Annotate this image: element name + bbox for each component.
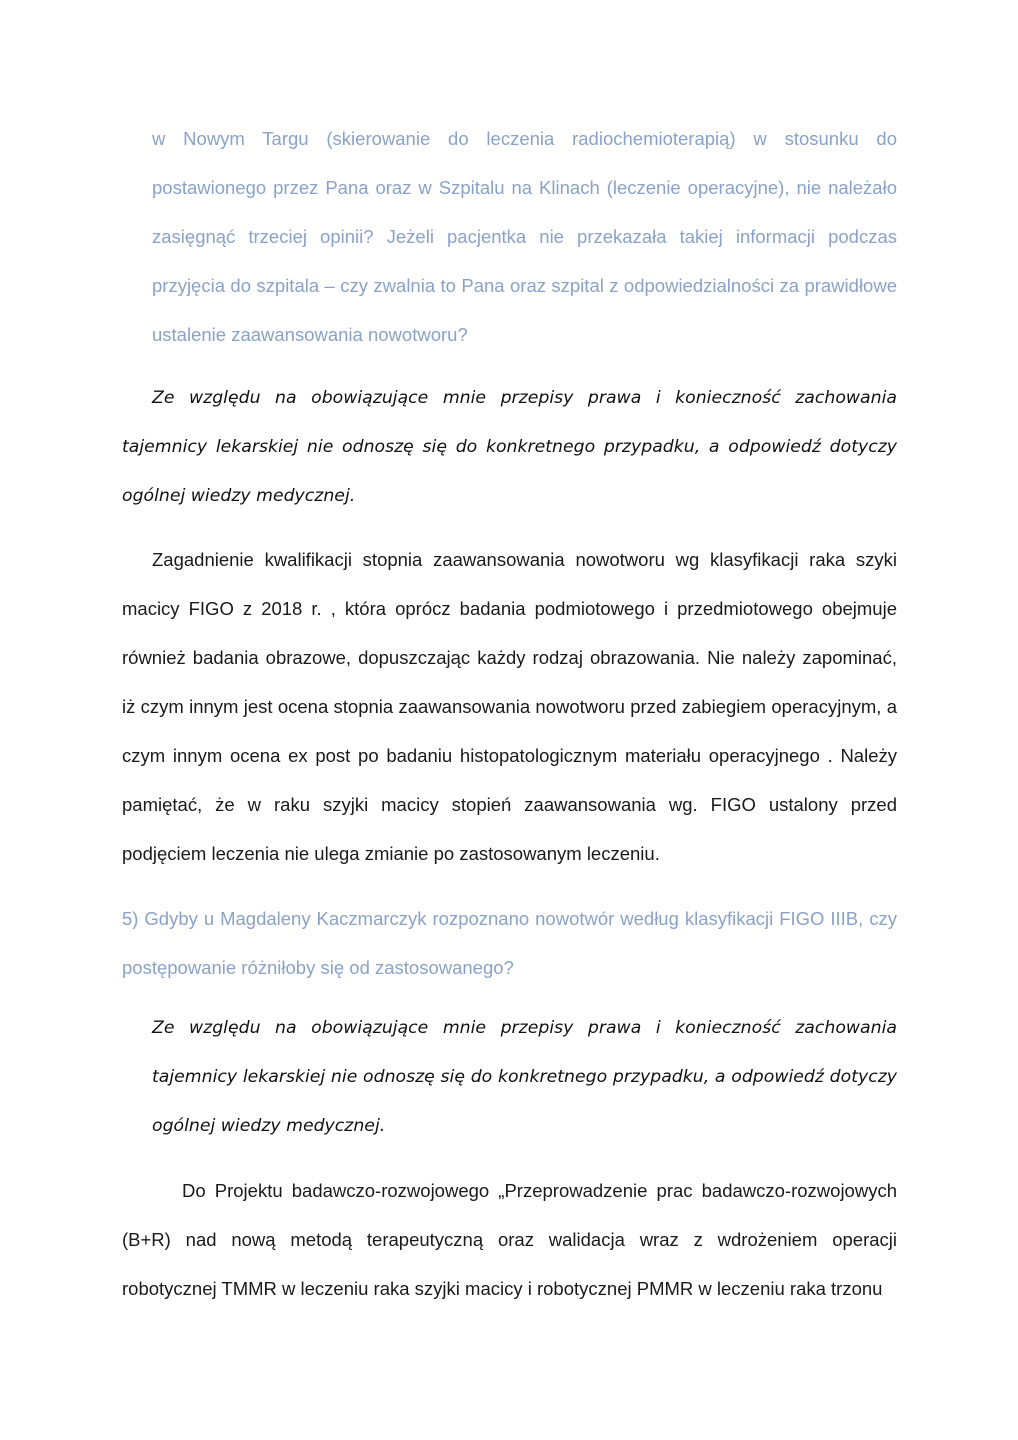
figo-staging-answer-paragraph: Zagadnienie kwalifikacji stopnia zaawansowania nowotworu wg klasyfikacji raka szyki macicy FIGO z 2018 r. , która oprócz badania podmiotowego i przedmiotowego obejmuje również badania obrazowe, dopuszczając każdy rodzaj obrazowania. Nie należy zapominać, iż czym innym jest ocena stopnia zaawansowania nowotworu przed zabiegiem operacyjnym, a czym innym ocena ex post po badaniu histopatologicznym materiału operacyjnego . Należy pamiętać, że w raku szyjki macicy stopień zaawansowania wg. FIGO ustalony przed podjęciem leczenia nie ulega zmianie po zastosowanym leczeniu. [122,549,897,864]
confidentiality-disclaimer-paragraph-2: Ze względu na obowiązujące mnie przepisy prawa i konieczność zachowania tajemnicy lekarskiej nie odnoszę się do konkretnego przypadku, a odpowiedź dotyczy ogólnej wiedzy medycznej. [152,1018,897,1136]
research-project-paragraph: Do Projektu badawczo-rozwojowego „Przeprowadzenie prac badawczo-rozwojowych (B+R) nad nową metodą terapeutyczną oraz walidacja wraz z wdrożeniem operacji robotycznej TMMR w leczeniu raka szyjki macicy i robotycznej PMMR w leczeniu raka trzonu [122,1180,897,1299]
question-5-paragraph: 5) Gdyby u Magdaleny Kaczmarczyk rozpoznano nowotwór według klasyfikacji FIGO IIIB, czy postępowanie różniłoby się od zastosowanego? [122,908,897,978]
confidentiality-disclaimer-paragraph: Ze względu na obowiązujące mnie przepisy prawa i konieczność zachowania tajemnicy lekarskiej nie odnoszę się do konkretnego przypadku, a odpowiedź dotyczy ogólnej wiedzy medycznej. [122,388,897,506]
question-continuation-paragraph: w Nowym Targu (skierowanie do leczenia radiochemioterapią) w stosunku do postawionego przez Pana oraz w Szpitalu na Klinach (leczenie operacyjne), nie należało zasięgnąć trzeciej opinii? Jeżeli pacjentka nie przekazała takiej informacji podczas przyjęcia do szpitala – czy zwalnia to Pana oraz szpital z odpowiedzialności za prawidłowe ustalenie zaawansowania nowotworu? [152,128,897,345]
